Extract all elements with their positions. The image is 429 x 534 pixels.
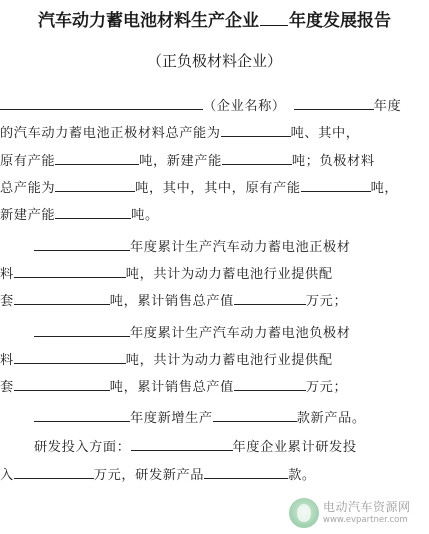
line-text: 新建产能: [0, 208, 56, 223]
anode-output-blank: [14, 349, 126, 364]
line-text: 的汽车动力蓄电池正极材料总产能为: [0, 126, 221, 141]
line-text: 吨。: [131, 208, 159, 223]
text-line-6: [0, 236, 429, 254]
line-text: 年度企业累计研发投: [232, 440, 357, 455]
new-products-year-blank: [34, 407, 130, 422]
watermark-site-name: 电动汽车资源网: [323, 500, 411, 514]
line-text: 吨；负极材料: [291, 154, 375, 169]
text-line-13: [0, 436, 429, 454]
anode-supply-blank: [14, 376, 110, 391]
company-name-blank: [0, 95, 203, 110]
line-text: 总产能为: [0, 181, 56, 196]
cathode-output-blank: [14, 263, 126, 278]
line-text: 款新产品。: [296, 411, 366, 426]
line-text: 吨，其中，其中，原有产能: [135, 181, 301, 196]
watermark-site-url: www.evpartner.com: [323, 515, 408, 525]
line-text: 吨，累计销售总产值: [109, 380, 234, 395]
line-text: 料: [0, 267, 14, 282]
text-line-1: [0, 95, 429, 113]
line-text: 年度累计生产汽车动力蓄电池负极材: [130, 326, 351, 341]
text-line-8: [0, 290, 429, 308]
line-text: 吨，共计为动力蓄电池行业提供配: [125, 353, 333, 368]
text-line-9: [0, 322, 429, 340]
line-text: 入: [0, 468, 14, 483]
text-line-7: [0, 263, 429, 281]
watermark-logo-icon: [289, 498, 319, 528]
text-line-12: [0, 407, 429, 425]
anode-sales-blank: [234, 376, 306, 391]
report-title: [0, 6, 429, 31]
existing-capacity-blank: [55, 150, 139, 165]
line-text: 料: [0, 353, 14, 368]
anode-year-blank: [34, 322, 130, 337]
year-blank: [294, 95, 374, 110]
text-line-11: [0, 376, 429, 394]
text-line-10: [0, 349, 429, 367]
title-year-blank: [260, 11, 288, 26]
line-text: 研发投入方面：: [34, 440, 131, 455]
rd-products-blank: [204, 464, 288, 479]
title-text-part1: 汽车动力蓄电池材料生产企业: [38, 11, 259, 31]
text-line-3: [0, 150, 429, 168]
cathode-capacity-blank: [221, 122, 291, 137]
line-text: 吨，新建产能: [139, 154, 222, 169]
line-text: 万元，研发新产品: [93, 468, 205, 483]
anode-new-capacity-blank: [55, 204, 131, 219]
cathode-supply-blank: [14, 290, 110, 305]
line-text: 套: [0, 294, 14, 309]
anode-existing-capacity-blank: [301, 177, 371, 192]
text-line-14: [0, 464, 429, 482]
site-watermark: [289, 496, 421, 530]
line-text: 套: [0, 380, 14, 395]
line-text: 原有产能: [0, 154, 56, 169]
line-text: 万元；: [305, 380, 348, 395]
cathode-sales-blank: [234, 290, 306, 305]
anode-capacity-blank: [55, 177, 135, 192]
line-text: 年度累计生产汽车动力蓄电池正极材: [130, 240, 351, 255]
line-text: （企业名称）: [203, 99, 286, 114]
line-text: 吨，共计为动力蓄电池行业提供配: [125, 267, 333, 282]
line-text: 吨、其中，: [290, 126, 360, 141]
line-text: 万元；: [305, 294, 348, 309]
rd-year-blank: [131, 436, 233, 451]
new-capacity-blank: [222, 150, 292, 165]
line-text: 款。: [288, 468, 316, 483]
text-line-2: [0, 122, 429, 140]
cathode-year-blank: [34, 236, 130, 251]
text-line-4: [0, 177, 429, 195]
text-line-5: [0, 204, 429, 222]
line-text: 年度新增生产: [130, 411, 213, 426]
report-subtitle: （正负极材料企业）: [146, 52, 282, 70]
rd-investment-blank: [14, 464, 94, 479]
line-text: 年度: [373, 99, 402, 114]
line-text: 吨，累计销售总产值: [109, 294, 234, 309]
line-text: 吨，: [370, 181, 399, 196]
new-products-count-blank: [213, 407, 297, 422]
title-text-part2: 年度发展报告: [289, 11, 391, 31]
